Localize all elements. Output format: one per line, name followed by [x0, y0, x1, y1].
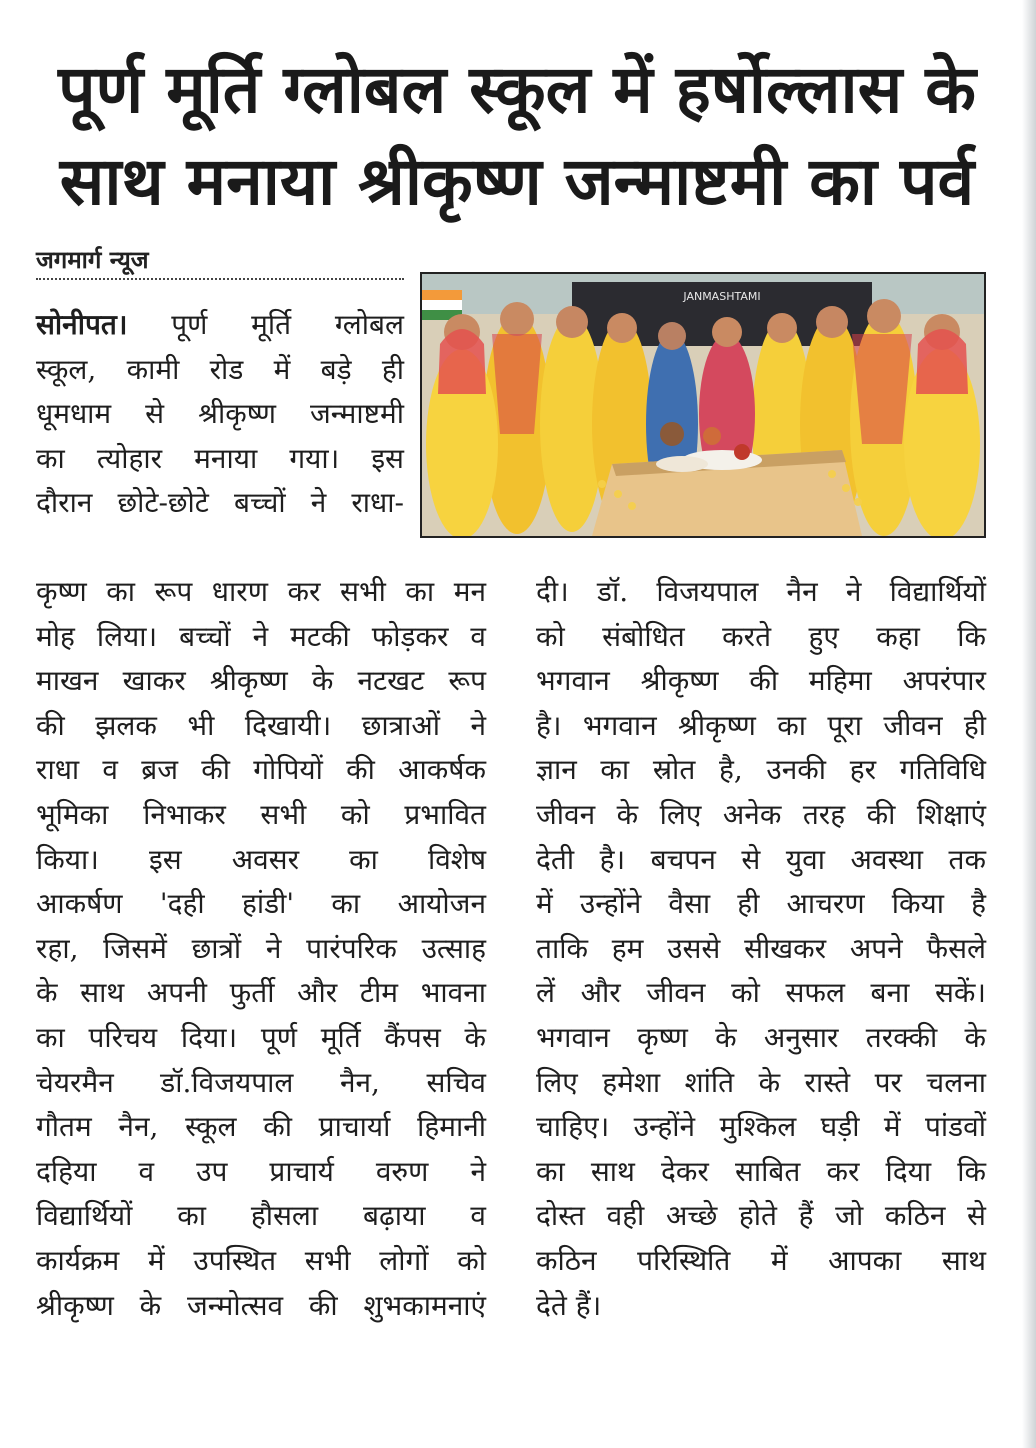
- text-line: का परिचय दिया। पूर्ण मूर्ति कैंपस के: [36, 1020, 486, 1054]
- text-line: चेयरमैन डॉ.विजयपाल नैन, सचिव: [36, 1065, 486, 1099]
- dateline: सोनीपत।: [36, 308, 128, 341]
- photo-illustration: [422, 274, 984, 536]
- text-line: ताकि हम उससे सीखकर अपने फैसले: [536, 931, 986, 965]
- headline: [22, 44, 1012, 228]
- text-line: आकर्षण 'दही हांडी' का आयोजन: [36, 887, 486, 921]
- text-line: विद्यार्थियों का हौसला बढ़ाया व: [36, 1199, 486, 1233]
- banner-text: JANMASHTAMI: [683, 290, 761, 303]
- text-line: देती है। बचपन से युवा अवस्था तक: [536, 842, 986, 876]
- article-photo: [420, 272, 986, 538]
- text-line: ज्ञान का स्रोत है, उनकी हर गतिविधि: [536, 753, 986, 787]
- byline: जगमार्ग न्यूज: [36, 246, 404, 280]
- text-line: को संबोधित करते हुए कहा कि: [536, 619, 986, 653]
- text-line: मोह लिया। बच्चों ने मटकी फोड़कर व: [36, 619, 486, 653]
- text-line: दौरान छोटे-छोटे बच्चों ने राधा-: [36, 486, 404, 520]
- text-line: की झलक भी दिखायी। छात्राओं ने: [36, 708, 486, 742]
- text-line: में उन्होंने वैसा ही आचरण किया है: [536, 887, 986, 921]
- text-fragment: पूर्ण मूर्ति ग्लोबल: [171, 308, 405, 341]
- text-line: जीवन के लिए अनेक तरह की शिक्षाएं: [536, 797, 986, 831]
- text-line: भूमिका निभाकर सभी को प्रभावित: [36, 797, 486, 831]
- text-line: चाहिए। उन्होंने मुश्किल घड़ी में पांडवों: [536, 1110, 986, 1144]
- text-line: कार्यक्रम में उपस्थित सभी लोगों को: [36, 1243, 486, 1277]
- text-line: [36, 303, 404, 348]
- article-column-1-bottom: [36, 570, 486, 1328]
- text-line: का त्योहार मनाया गया। इस: [36, 441, 404, 475]
- text-line: है। भगवान श्रीकृष्ण का पूरा जीवन ही: [536, 708, 986, 742]
- article-column-1-top: [36, 303, 404, 526]
- text-line: लें और जीवन को सफल बना सकें।: [536, 976, 986, 1010]
- text-line: राधा व ब्रज की गोपियों की आकर्षक: [36, 753, 486, 787]
- text-line: भगवान श्रीकृष्ण की महिमा अपरंपार: [536, 664, 986, 698]
- text-line: कृष्ण का रूप धारण कर सभी का मन: [36, 575, 486, 608]
- text-line: दोस्त वही अच्छे होते हैं जो कठिन से: [536, 1199, 986, 1233]
- text-line: भगवान कृष्ण के अनुसार तरक्की के: [536, 1020, 986, 1054]
- text-line: देते हैं।: [536, 1288, 602, 1322]
- headline-line-2: साथ मनाया श्रीकृष्ण जन्माष्टमी का पर्व: [59, 143, 975, 220]
- text-line: श्रीकृष्ण के जन्मोत्सव की शुभकामनाएं: [36, 1288, 486, 1322]
- text-line: स्कूल, कामी रोड में बड़े ही: [36, 352, 404, 386]
- text-line: किया। इस अवसर का विशेष: [36, 842, 486, 876]
- text-line: के साथ अपनी फुर्ती और टीम भावना: [36, 976, 486, 1010]
- text-line: रहा, जिसमें छात्रों ने पारंपरिक उत्साह: [36, 931, 486, 965]
- article-column-2: [536, 570, 986, 1328]
- headline-line-1: पूर्ण मूर्ति ग्लोबल स्कूल में हर्षोल्लास के: [58, 51, 976, 128]
- text-line: लिए हमेशा शांति के रास्ते पर चलना: [536, 1065, 986, 1099]
- text-line: दी। डॉ. विजयपाल नैन ने विद्यार्थियों: [536, 575, 986, 608]
- text-line: दहिया व उप प्राचार्य वरुण ने: [36, 1154, 486, 1188]
- text-line: कठिन परिस्थिति में आपका साथ: [536, 1243, 986, 1277]
- page-edge-shadow: [1022, 0, 1036, 1448]
- text-line: धूमधाम से श्रीकृष्ण जन्माष्टमी: [36, 397, 404, 431]
- text-line: गौतम नैन, स्कूल की प्राचार्या हिमानी: [36, 1110, 486, 1144]
- text-line: का साथ देकर साबित कर दिया कि: [536, 1154, 986, 1188]
- text-line: माखन खाकर श्रीकृष्ण के नटखट रूप: [36, 664, 486, 698]
